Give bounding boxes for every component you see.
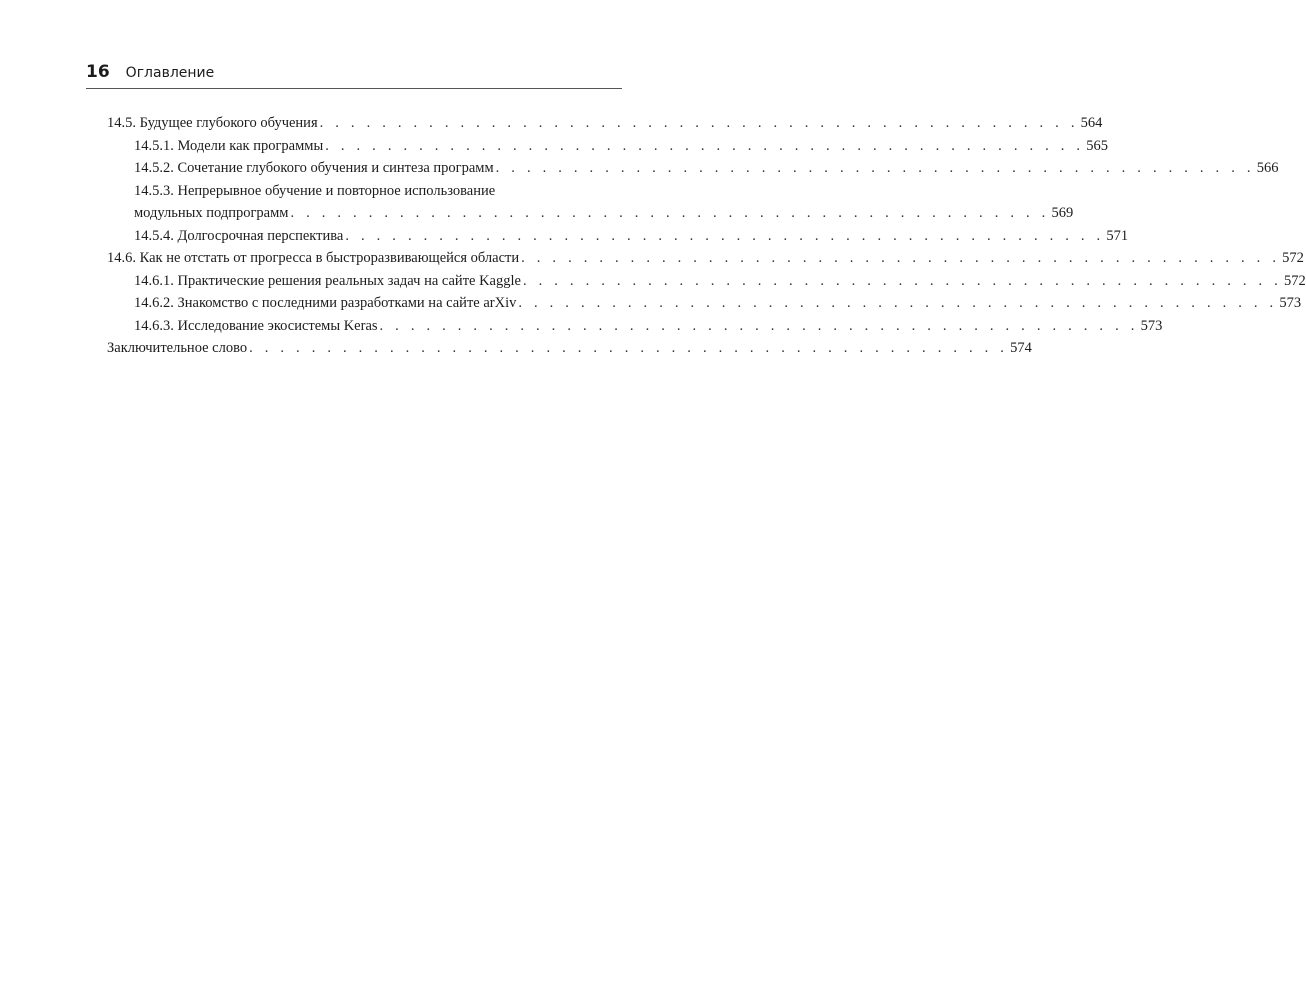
page-number: 16 [86, 62, 110, 82]
dot-leader: . . . . . . . . . . . . . . . . . . . . . . . . . . . . . . . . . . . . . . . . . . . . . . . . . [345, 227, 1105, 244]
toc-entry-page: 572 [1282, 250, 1304, 266]
toc-entry-title: 14.6. Как не отстать от прогресса в быстроразвивающейся области [107, 250, 520, 266]
toc-entry-14-6-2[interactable] [107, 292, 1302, 315]
toc-entry-page: 565 [1086, 137, 1108, 154]
toc-entry-title-line2-row [134, 202, 1073, 225]
dot-leader: . . . . . . . . . . . . . . . . . . . . . . . . . . . . . . . . . . . . . . . . . . . . . . . . . [521, 250, 1281, 266]
dot-leader: . . . . . . . . . . . . . . . . . . . . . . . . . . . . . . . . . . . . . . . . . . . . . . . . . [379, 317, 1139, 334]
dot-leader: . . . . . . . . . . . . . . . . . . . . . . . . . . . . . . . . . . . . . . . . . . . . . . . . . [518, 295, 1278, 311]
toc-entry-title: 14.5. Будущее глубокого обучения [107, 115, 318, 131]
toc-entry-page: 573 [1279, 295, 1302, 311]
dot-leader: . . . . . . . . . . . . . . . . . . . . . . . . . . . . . . . . . . . . . . . . . . . . . . . . . [290, 205, 1050, 221]
toc-entry-14-6-3[interactable] [107, 315, 1163, 338]
running-title: Оглавление [125, 65, 215, 81]
toc-entry-page: 564 [1080, 115, 1103, 131]
toc-entry-title: 14.6.2. Знакомство с последними разработками на сайте arXiv [134, 295, 517, 311]
toc-entry-page: 566 [1256, 160, 1279, 176]
running-head [86, 62, 622, 89]
table-of-contents [107, 112, 1306, 360]
dot-leader: . . . . . . . . . . . . . . . . . . . . . . . . . . . . . . . . . . . . . . . . . . . . . . . . . [522, 272, 1282, 289]
toc-entry-page: 572 [1284, 272, 1306, 289]
toc-entry-page: 573 [1140, 317, 1163, 334]
toc-entry-title-line2: модульных подпрограмм [134, 205, 289, 221]
toc-entry-title-line1: 14.5.3. Непрерывное обучение и повторное использование [134, 182, 496, 199]
dot-leader: . . . . . . . . . . . . . . . . . . . . . . . . . . . . . . . . . . . . . . . . . . . . . . . . . [325, 137, 1085, 154]
toc-entry-14-5[interactable] [107, 112, 1103, 135]
toc-entry-14-5-2[interactable] [107, 157, 1279, 180]
toc-entry-title: Заключительное слово [107, 340, 248, 356]
toc-entry-14-6-1[interactable] [107, 270, 1306, 293]
toc-entry-14-5-3[interactable] [107, 180, 1074, 225]
dot-leader: . . . . . . . . . . . . . . . . . . . . . . . . . . . . . . . . . . . . . . . . . . . . . . . . . [495, 160, 1255, 176]
toc-entry-title: 14.5.4. Долгосрочная перспектива [134, 227, 344, 244]
toc-entry-title-block [134, 180, 1073, 225]
toc-entry-title: 14.5.2. Сочетание глубокого обучения и синтеза программ [134, 160, 494, 176]
toc-entry-title: 14.6.1. Практические решения реальных задач на сайте Kaggle [134, 272, 521, 289]
dot-leader: . . . . . . . . . . . . . . . . . . . . . . . . . . . . . . . . . . . . . . . . . . . . . . . . . [319, 115, 1079, 131]
toc-entry-14-5-4[interactable] [107, 225, 1129, 248]
toc-entry-14-5-1[interactable] [107, 135, 1108, 158]
toc-entry-afterword[interactable] [107, 337, 1032, 360]
toc-entry-page: 571 [1106, 227, 1129, 244]
dot-leader: . . . . . . . . . . . . . . . . . . . . . . . . . . . . . . . . . . . . . . . . . . . . . . . . . [249, 340, 1009, 356]
toc-entry-page: 574 [1010, 340, 1032, 356]
toc-entry-14-6[interactable] [107, 247, 1304, 270]
toc-entry-title: 14.5.1. Модели как программы [134, 137, 324, 154]
toc-entry-title: 14.6.3. Исследование экосистемы Keras [134, 317, 378, 334]
toc-entry-page: 569 [1051, 205, 1074, 221]
